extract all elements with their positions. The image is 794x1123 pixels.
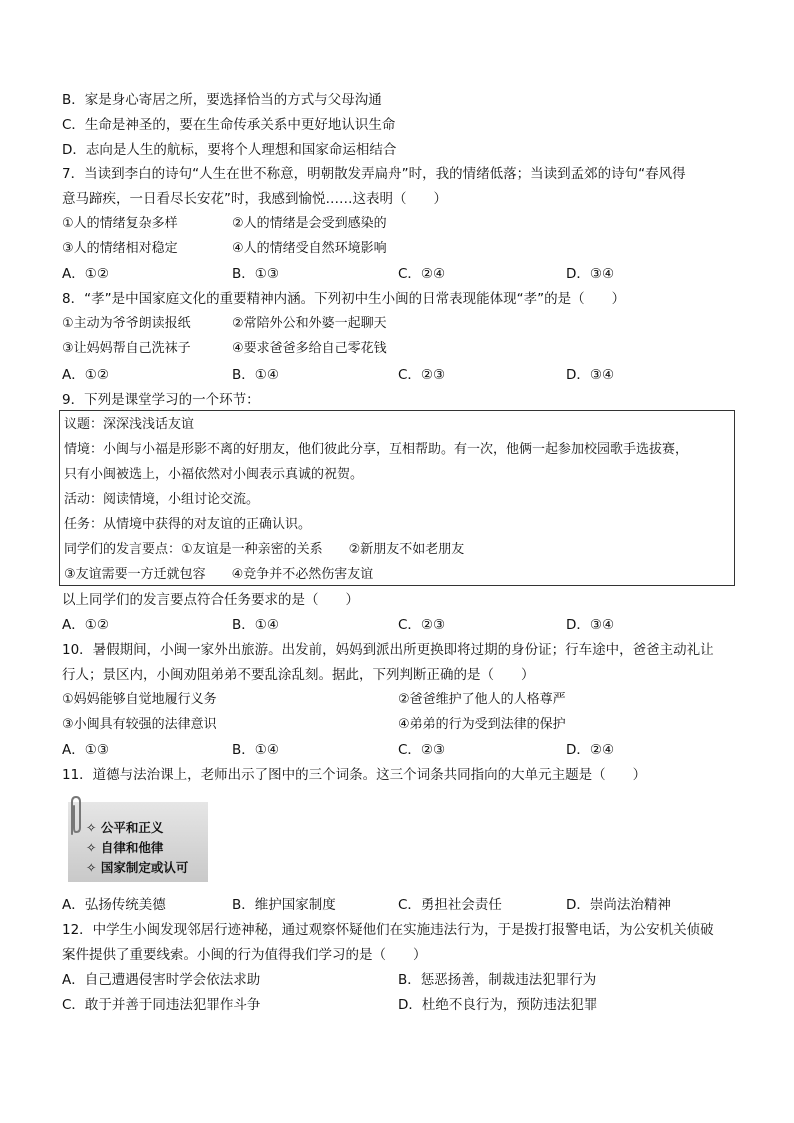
box-activity: 活动：阅读情境，小组讨论交流。 <box>64 492 260 507</box>
paperclip-icon <box>64 794 86 836</box>
q7-choice-b[interactable]: B．①③ <box>232 266 279 282</box>
sparkle-icon: ✧ <box>86 820 97 835</box>
q8-statement-2: ②常陪外公和外婆一起聊天 <box>232 316 387 331</box>
q12-stem-line2: 案件提供了重要线索。小闽的行为值得我们学习的是（ ） <box>62 947 427 963</box>
q11-choice-d[interactable]: D．崇尚法治精神 <box>566 897 671 913</box>
box-points-line2: ③友谊需要一方迁就包容 ④竞争并不必然伤害友谊 <box>64 567 374 582</box>
q7-statement-3: ③人的情绪相对稳定 <box>62 241 178 256</box>
q7-stem-line1: 7．当读到李白的诗句“人生在世不称意，明朝散发弄扁舟”时，我的情绪低落；当读到孟郊的诗句“春风得 <box>62 166 686 182</box>
sparkle-icon: ✧ <box>86 860 97 875</box>
q7-statement-1: ①人的情绪复杂多样 <box>62 216 178 231</box>
q8-choice-a[interactable]: A．①② <box>62 367 109 383</box>
q8-choice-b[interactable]: B．①④ <box>232 367 279 383</box>
q10-stem-line2: 行人；景区内，小闽劝阻弟弟不要乱涂乱刻。据此，下列判断正确的是（ ） <box>62 667 535 683</box>
box-task: 任务：从情境中获得的对友谊的正确认识。 <box>64 517 312 532</box>
q10-choice-d[interactable]: D．②④ <box>566 742 615 758</box>
q9-choice-d[interactable]: D．③④ <box>566 617 615 633</box>
q10-choice-c[interactable]: C．②③ <box>398 742 446 758</box>
q11-choice-b[interactable]: B．维护国家制度 <box>232 897 336 913</box>
q12-choice-c[interactable]: C．敢于并善于同违法犯罪作斗争 <box>62 997 261 1013</box>
q6-option-c: C．生命是神圣的，要在生命传承关系中更好地认识生命 <box>62 117 396 133</box>
q12-stem-line1: 12．中学生小闽发现邻居行迹神秘，通过观察怀疑他们在实施违法行为，于是拨打报警电话，为公安机关侦破 <box>62 922 714 938</box>
q9-activity-box <box>59 410 735 586</box>
q7-stem-line2: 意马蹄疾，一日看尽长安花”时，我感到愉悦……这表明（ ） <box>62 191 447 207</box>
q9-stem: 9．下列是课堂学习的一个环节： <box>62 392 260 408</box>
box-situation-line2: 只有小闽被选上，小福依然对小闽表示真诚的祝贺。 <box>64 467 364 482</box>
q10-statement-4: ④弟弟的行为受到法律的保护 <box>398 717 566 732</box>
q7-statement-4: ④人的情绪受自然环境影响 <box>232 241 387 256</box>
q7-choice-a[interactable]: A．①② <box>62 266 109 282</box>
q11-term-card <box>68 802 208 882</box>
q10-statement-2: ②爸爸维护了他人的人格尊严 <box>398 692 566 707</box>
q10-statement-3: ③小闽具有较强的法律意识 <box>62 717 217 732</box>
q6-option-d: D．志向是人生的航标，要将个人理想和国家命运相结合 <box>62 142 397 158</box>
q9-question: 以上同学们的发言要点符合任务要求的是（ ） <box>62 592 359 608</box>
box-situation-line1: 情境：小闽与小福是形影不离的好朋友，他们彼此分享，互相帮助。有一次，他俩一起参加校园歌手选拔赛， <box>64 442 689 457</box>
q7-choice-c[interactable]: C．②④ <box>398 266 446 282</box>
q9-choice-b[interactable]: B．①④ <box>232 617 279 633</box>
q10-choice-b[interactable]: B．①④ <box>232 742 279 758</box>
q7-choice-d[interactable]: D．③④ <box>566 266 615 282</box>
q11-choice-c[interactable]: C．勇担社会责任 <box>398 897 502 913</box>
q8-statement-4: ④要求爸爸多给自己零花钱 <box>232 341 387 356</box>
term-item-1: ✧ 公平和正义 <box>86 820 164 835</box>
box-topic: 议题：深深浅浅话友谊 <box>64 417 195 432</box>
sparkle-icon: ✧ <box>86 840 97 855</box>
q10-statement-1: ①妈妈能够自觉地履行义务 <box>62 692 217 707</box>
q6-option-b: B．家是身心寄居之所，要选择恰当的方式与父母沟通 <box>62 92 382 108</box>
q9-choice-c[interactable]: C．②③ <box>398 617 446 633</box>
q12-choice-d[interactable]: D．杜绝不良行为，预防违法犯罪 <box>398 997 598 1013</box>
q12-choice-a[interactable]: A．自己遭遇侵害时学会依法求助 <box>62 972 261 988</box>
q8-stem: 8．“孝”是中国家庭文化的重要精神内涵。下列初中生小闽的日常表现能体现“孝”的是（ ） <box>62 291 626 307</box>
box-points-line1: 同学们的发言要点：①友谊是一种亲密的关系 ②新朋友不如老朋友 <box>64 542 465 557</box>
term-item-2: ✧ 自律和他律 <box>86 840 164 855</box>
q8-choice-c[interactable]: C．②③ <box>398 367 446 383</box>
q10-choice-a[interactable]: A．①③ <box>62 742 109 758</box>
q8-statement-3: ③让妈妈帮自己洗袜子 <box>62 341 191 356</box>
q8-statement-1: ①主动为爷爷朗读报纸 <box>62 316 191 331</box>
term-item-3: ✧ 国家制定或认可 <box>86 860 189 875</box>
q8-choice-d[interactable]: D．③④ <box>566 367 615 383</box>
q11-choice-a[interactable]: A．弘扬传统美德 <box>62 897 166 913</box>
q9-choice-a[interactable]: A．①② <box>62 617 109 633</box>
q7-statement-2: ②人的情绪是会受到感染的 <box>232 216 387 231</box>
q12-choice-b[interactable]: B．惩恶扬善，制裁违法犯罪行为 <box>398 972 597 988</box>
q11-stem: 11．道德与法治课上，老师出示了图中的三个词条。这三个词条共同指向的大单元主题是（ ） <box>62 767 647 783</box>
q10-stem-line1: 10．暑假期间，小闽一家外出旅游。出发前，妈妈到派出所更换即将过期的身份证；行车途中，爸爸主动礼让 <box>62 642 714 658</box>
